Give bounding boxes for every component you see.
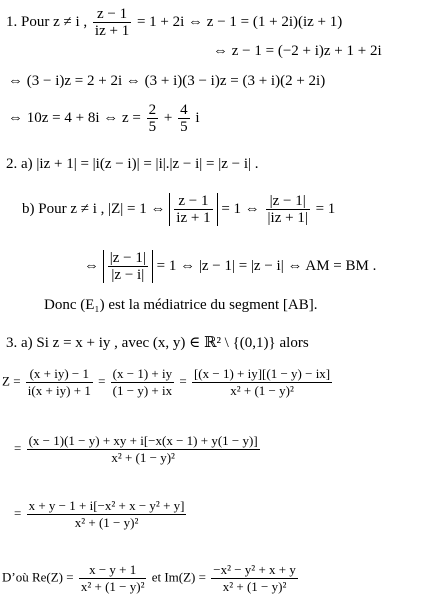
denominator: (1 − y) + ix xyxy=(112,383,173,398)
line-12 xyxy=(14,498,188,531)
fraction xyxy=(93,6,131,39)
fraction xyxy=(147,102,159,135)
text: = xyxy=(14,505,22,521)
line-2 xyxy=(213,42,382,60)
text: i xyxy=(195,109,200,126)
text: = 1 xyxy=(315,200,336,217)
text: ⇔ 10z = 4 + 8i ⇔ z = xyxy=(8,109,141,126)
line-8 xyxy=(44,296,317,314)
numerator: x + y − 1 + i[−x² + x − y² + y] xyxy=(28,498,185,513)
text: + xyxy=(163,109,173,126)
numerator: |z − 1| xyxy=(269,193,306,209)
line-1 xyxy=(6,6,342,39)
denominator: 5 xyxy=(180,119,188,135)
fraction xyxy=(111,366,174,399)
numerator: (x − 1)(1 − y) + xy + i[−x(x − 1) + y(1 − y)] xyxy=(28,433,258,448)
text: ⇔ xyxy=(84,257,99,274)
numerator: (x − 1) + iy xyxy=(112,366,173,381)
text: = xyxy=(14,440,22,456)
numerator: z − 1 xyxy=(96,6,128,22)
absolute-value xyxy=(169,193,217,226)
numerator: |z − 1| xyxy=(109,250,146,266)
line-13 xyxy=(2,562,300,595)
fraction xyxy=(108,250,148,283)
text: 2. a) |iz + 1| = |i(z − i)| = |i|.|z − i| = |z − i| . xyxy=(6,156,259,172)
text: = xyxy=(98,373,106,389)
line-4 xyxy=(8,102,200,135)
denominator: iz + 1 xyxy=(176,210,211,226)
denominator: x² + (1 − y)² xyxy=(80,579,145,594)
text: Z = xyxy=(2,373,21,389)
line-6 xyxy=(22,193,335,226)
numerator: x − y + 1 xyxy=(89,562,137,577)
text: 3. a) Si z = x + iy , avec (x, y) ∈ ℝ² \ {(0,1)} alors xyxy=(6,335,309,351)
line-11 xyxy=(14,433,262,466)
text: ⇔ z − 1 = (−2 + i)z + 1 + 2i xyxy=(213,43,382,59)
line-5 xyxy=(6,155,259,173)
fraction xyxy=(211,562,298,595)
line-9 xyxy=(6,334,309,352)
denominator: |iz + 1| xyxy=(267,210,308,226)
absolute-value xyxy=(103,250,153,283)
fraction xyxy=(27,433,260,466)
denominator: |z − i| xyxy=(108,266,148,283)
numerator: [(x − 1) + iy][(1 − y) − ix] xyxy=(193,366,331,381)
denominator: x² + (1 − y)² xyxy=(27,514,187,531)
denominator: x² + (1 − y)² xyxy=(27,449,260,466)
numerator: 4 xyxy=(180,102,188,118)
denominator: x² + (1 − y)² xyxy=(211,578,298,595)
fraction xyxy=(178,102,190,135)
fraction xyxy=(192,366,332,399)
denominator: 5 xyxy=(148,119,157,135)
text: Donc (E₁) est la médiatrice du segment [AB]. xyxy=(44,297,318,313)
line-3 xyxy=(8,72,325,90)
fraction xyxy=(27,498,187,531)
numerator: (x + iy) − 1 xyxy=(29,366,90,381)
numerator: −x² − y² + x + y xyxy=(213,562,296,577)
text: = xyxy=(179,373,187,389)
text: = 1 ⇔ xyxy=(221,200,260,217)
numerator: 2 xyxy=(148,102,157,118)
denominator: x² + (1 − y)² xyxy=(192,382,332,399)
numerator: z − 1 xyxy=(178,193,209,209)
text: = 1 ⇔ |z − 1| = |z − i| ⇔ AM = BM . xyxy=(156,257,377,274)
line-7 xyxy=(84,250,376,283)
text: et Im(Z) = xyxy=(151,569,206,585)
text: D’où Re(Z) = xyxy=(2,569,74,585)
fraction xyxy=(266,193,310,226)
line-10 xyxy=(2,366,334,399)
text: = 1 + 2i ⇔ z − 1 = (1 + 2i)(iz + 1) xyxy=(136,13,343,30)
text: b) Pour z ≠ i , |Z| = 1 ⇔ xyxy=(22,200,166,217)
denominator: iz + 1 xyxy=(94,23,130,39)
text: ⇔ (3 − i)z = 2 + 2i ⇔ (3 + i)(3 − i)z = (3 + i)(2 + 2i) xyxy=(8,73,326,89)
fraction xyxy=(79,562,147,595)
denominator: i(x + iy) + 1 xyxy=(27,383,91,398)
fraction xyxy=(26,366,93,399)
fraction xyxy=(174,193,212,226)
text: 1. Pour z ≠ i , xyxy=(6,13,88,30)
